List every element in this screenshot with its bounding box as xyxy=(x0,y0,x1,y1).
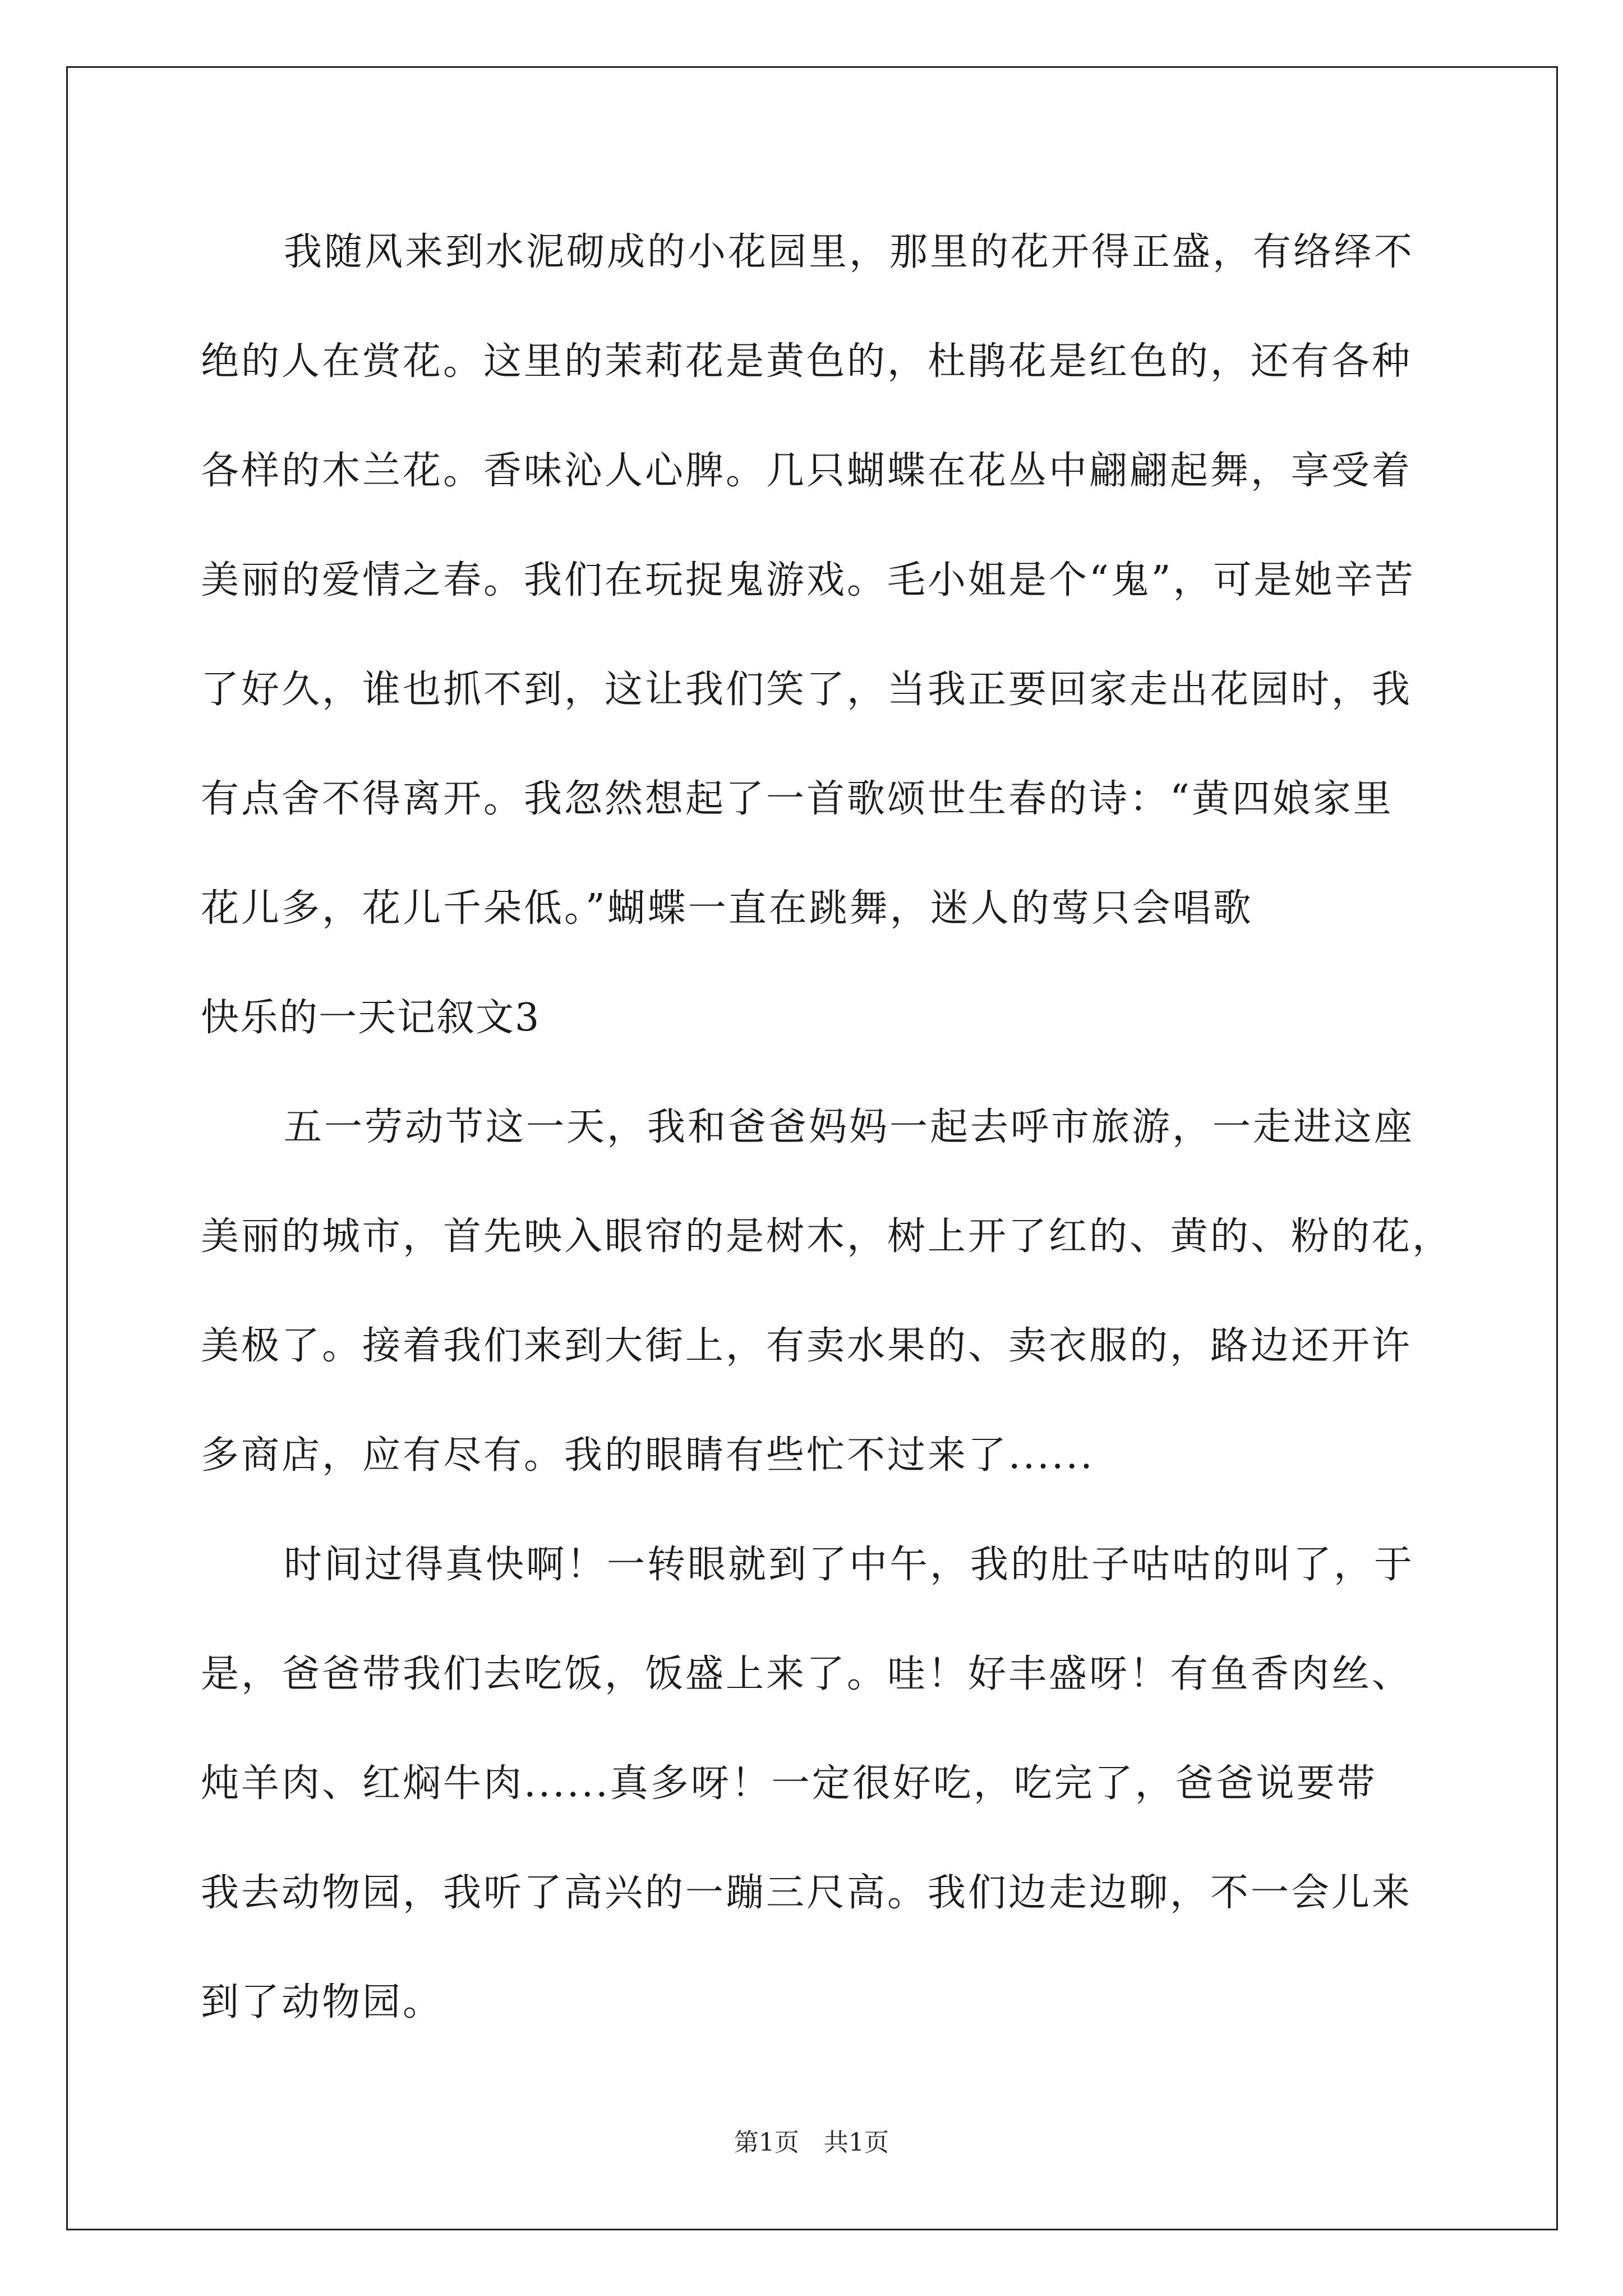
text-line: 有点舍不得离开。我忽然想起了一首歌颂世生春的诗：“黄四娘家里 xyxy=(201,777,1394,821)
paragraph xyxy=(201,1088,1453,1526)
text-line: 美极了。接着我们来到大街上，有卖水果的、卖衣服的，路边还开许 xyxy=(201,1324,1413,1368)
text-line: 多商店，应有尽有。我的眼睛有些忙不过来了...... xyxy=(201,1433,1095,1478)
text-line: 绝的人在赏花。这里的茉莉花是黄色的，杜鹃花是红色的，还有各种 xyxy=(201,339,1413,384)
text-line: 花儿多，花儿千朵低。”蝴蝶一直在跳舞，迷人的莺只会唱歌 xyxy=(201,886,1253,931)
text-line: 美丽的爱情之春。我们在玩捉鬼游戏。毛小姐是个“鬼”，可是她辛苦 xyxy=(201,558,1415,602)
page-number-footer: 第1页 共1页 xyxy=(734,2128,889,2157)
text-line: 我随风来到水泥砌成的小花园里，那里的花开得正盛，有络绎不 xyxy=(284,230,1415,274)
paragraph xyxy=(201,1526,1435,2073)
text-line: 各样的木兰花。香味沁人心脾。几只蝴蝶在花丛中翩翩起舞，享受着 xyxy=(201,449,1413,493)
text-line: 我去动物园，我听了高兴的一蹦三尺高。我们边走边聊，不一会儿来 xyxy=(201,1871,1413,1915)
text-line: 时间过得真快啊！一转眼就到了中午，我的肚子咕咕的叫了，于 xyxy=(284,1543,1415,1587)
text-line: 美丽的城市，首先映入眼帘的是树木，树上开了红的、黄的、粉的花， xyxy=(201,1214,1453,1259)
text-line: 到了动物园。 xyxy=(201,1980,444,2024)
paragraph xyxy=(201,213,1435,979)
document-body xyxy=(201,213,1453,2073)
text-line: 是，爸爸带我们去吃饭，饭盛上来了。哇！好丰盛呀！有鱼香肉丝、 xyxy=(201,1652,1413,1696)
text-line: 炖羊肉、红焖牛肉......真多呀！一定很好吃，吃完了，爸爸说要带 xyxy=(201,1761,1377,1806)
section-heading: 快乐的一天记叙文3 xyxy=(201,996,541,1040)
text-line: 了好久，谁也抓不到，这让我们笑了，当我正要回家走出花园时，我 xyxy=(201,668,1413,712)
text-line: 五一劳动节这一天，我和爸爸妈妈一起去呼市旅游，一走进这座 xyxy=(284,1105,1415,1149)
